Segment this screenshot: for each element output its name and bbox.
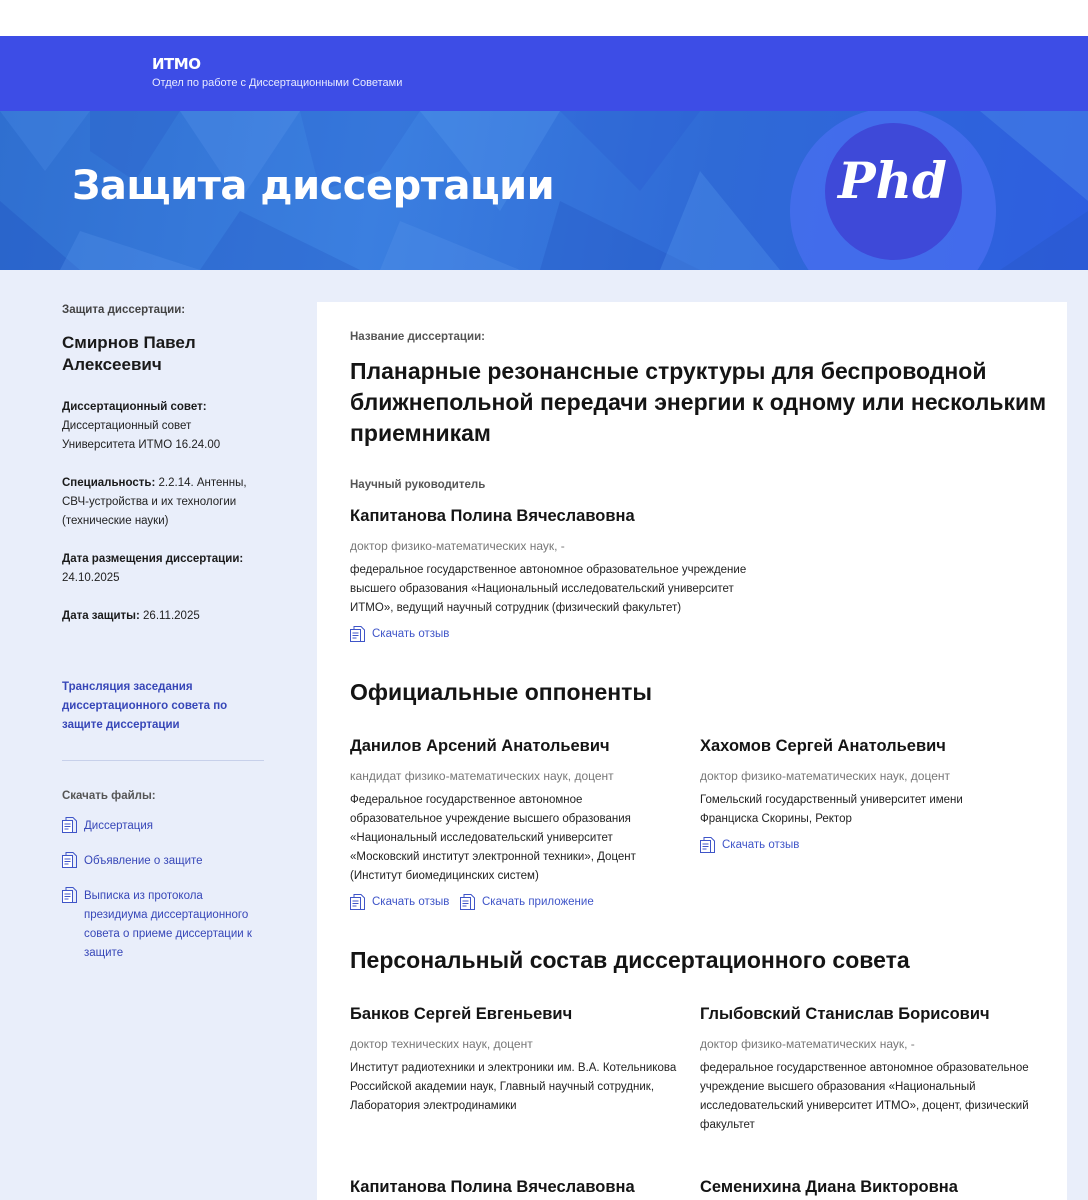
- specialty-info: [62, 474, 267, 531]
- file-label: Объявление о защите: [84, 855, 203, 867]
- posted-value: 24.10.2025: [62, 572, 120, 584]
- supervisor-org: федеральное государственное автономное образовательное учреждение высшего образования «Национальный исследовательский университет ИТМО», ведущий научный сотрудник (физический факультет): [350, 564, 747, 614]
- opponent-name: Хахомов Сергей Анатольевич: [700, 737, 946, 755]
- council-member-org: Институт радиотехники и электроники им. В.А. Котельникова Российской академии наук, Главный научный сотрудник, Лаборатория электродинамики: [350, 1062, 677, 1112]
- document-icon: [62, 887, 77, 903]
- link-label: Скачать приложение: [482, 896, 594, 908]
- supervisor-name: Капитанова Полина Вячеславовна: [350, 507, 635, 525]
- specialty-value: 2.2.14. Антенны, СВЧ-устройства и их технологии (технические науки): [62, 477, 247, 527]
- council-label: Диссертационный совет:: [62, 401, 207, 413]
- opponent-appendix-link[interactable]: [460, 894, 605, 912]
- sidebar-section-label: Защита диссертации:: [62, 304, 186, 316]
- files-label: Скачать файлы:: [62, 790, 156, 802]
- document-icon: [350, 626, 365, 642]
- document-icon: [62, 852, 77, 868]
- opponent-org: Гомельский государственный университет имени Франциска Скорины, Ректор: [700, 794, 963, 825]
- broadcast-link[interactable]: Трансляция заседания диссертационного совета по защите диссертации: [62, 681, 228, 731]
- posted-date-info: [62, 550, 267, 588]
- supervisor-review-link[interactable]: [350, 626, 480, 644]
- link-label: Скачать отзыв: [372, 896, 450, 908]
- opponent-degree: доктор физико-математических наук, доцент: [700, 769, 951, 783]
- opponent-review-link[interactable]: [700, 837, 810, 855]
- council-info: [62, 398, 267, 455]
- sidebar: [62, 304, 272, 959]
- phd-badge-text: Phd: [838, 151, 947, 210]
- document-icon: [62, 817, 77, 833]
- opponents-heading: Официальные оппоненты: [350, 679, 653, 705]
- posted-label: Дата размещения диссертации:: [62, 553, 244, 565]
- supervisor-degree: доктор физико-математических наук, -: [350, 539, 565, 553]
- main-area: [0, 270, 1088, 1200]
- council-member-org: федеральное государственное автономное образовательное учреждение высшего образования «Национальный исследовательский университет ИТМО», доцент, физический факультет: [700, 1062, 1029, 1131]
- dissertation-card: [317, 302, 1067, 1200]
- file-label: Выписка из протокола президиума диссертационного совета о приеме диссертации к защите: [84, 890, 252, 959]
- hero-banner: [0, 111, 1088, 270]
- defense-value: 26.11.2025: [143, 610, 200, 622]
- council-member-name: Капитанова Полина Вячеславовна: [350, 1178, 635, 1196]
- opponent-org: Федеральное государственное автономное образовательное учреждение высшего образования «Национальный исследовательский университет «Московский институт электронной техники», Доцент (Институт биомедицинских систем): [350, 794, 636, 882]
- opponent-name: Данилов Арсений Анатольевич: [350, 737, 610, 755]
- defense-date-info: [62, 607, 267, 626]
- candidate-name: Смирнов Павел Алексеевич: [62, 333, 196, 374]
- council-member-degree: доктор физико-математических наук, -: [700, 1037, 915, 1051]
- department-name: Отдел по работе с Диссертационными Советами: [152, 77, 403, 89]
- file-link-announcement[interactable]: [62, 852, 262, 875]
- file-link-protocol[interactable]: [62, 887, 262, 959]
- link-label: Скачать отзыв: [722, 839, 800, 851]
- document-icon: [700, 837, 715, 853]
- defense-label: Дата защиты:: [62, 610, 140, 622]
- council-member-name: Семенихина Диана Викторовна: [700, 1178, 958, 1196]
- itmo-logo[interactable]: ИТМО: [152, 55, 201, 73]
- title-label: Название диссертации:: [350, 331, 485, 343]
- council-member-name: Банков Сергей Евгеньевич: [350, 1005, 573, 1023]
- sidebar-divider: [62, 760, 264, 761]
- file-link-dissertation[interactable]: [62, 817, 262, 840]
- specialty-label: Специальность:: [62, 477, 156, 489]
- council-heading: Персональный состав диссертационного совета: [350, 947, 910, 973]
- page-title: Защита диссертации: [72, 163, 555, 209]
- supervisor-label: Научный руководитель: [350, 479, 486, 491]
- council-member-degree: доктор технических наук, доцент: [350, 1037, 533, 1051]
- file-label: Диссертация: [84, 820, 154, 832]
- document-icon: [350, 894, 365, 910]
- council-member-name: Глыбовский Станислав Борисович: [700, 1005, 990, 1023]
- opponent-degree: кандидат физико-математических наук, доцент: [350, 769, 614, 783]
- link-label: Скачать отзыв: [372, 628, 450, 640]
- opponent-review-link[interactable]: [350, 894, 455, 912]
- document-icon: [460, 894, 475, 910]
- council-value: Диссертационный совет Университета ИТМО 16.24.00: [62, 420, 221, 451]
- dissertation-title: Планарные резонансные структуры для беспроводной ближнепольной передачи энергии к одному или нескольким приемникам: [350, 358, 1047, 446]
- site-header: [0, 36, 1088, 111]
